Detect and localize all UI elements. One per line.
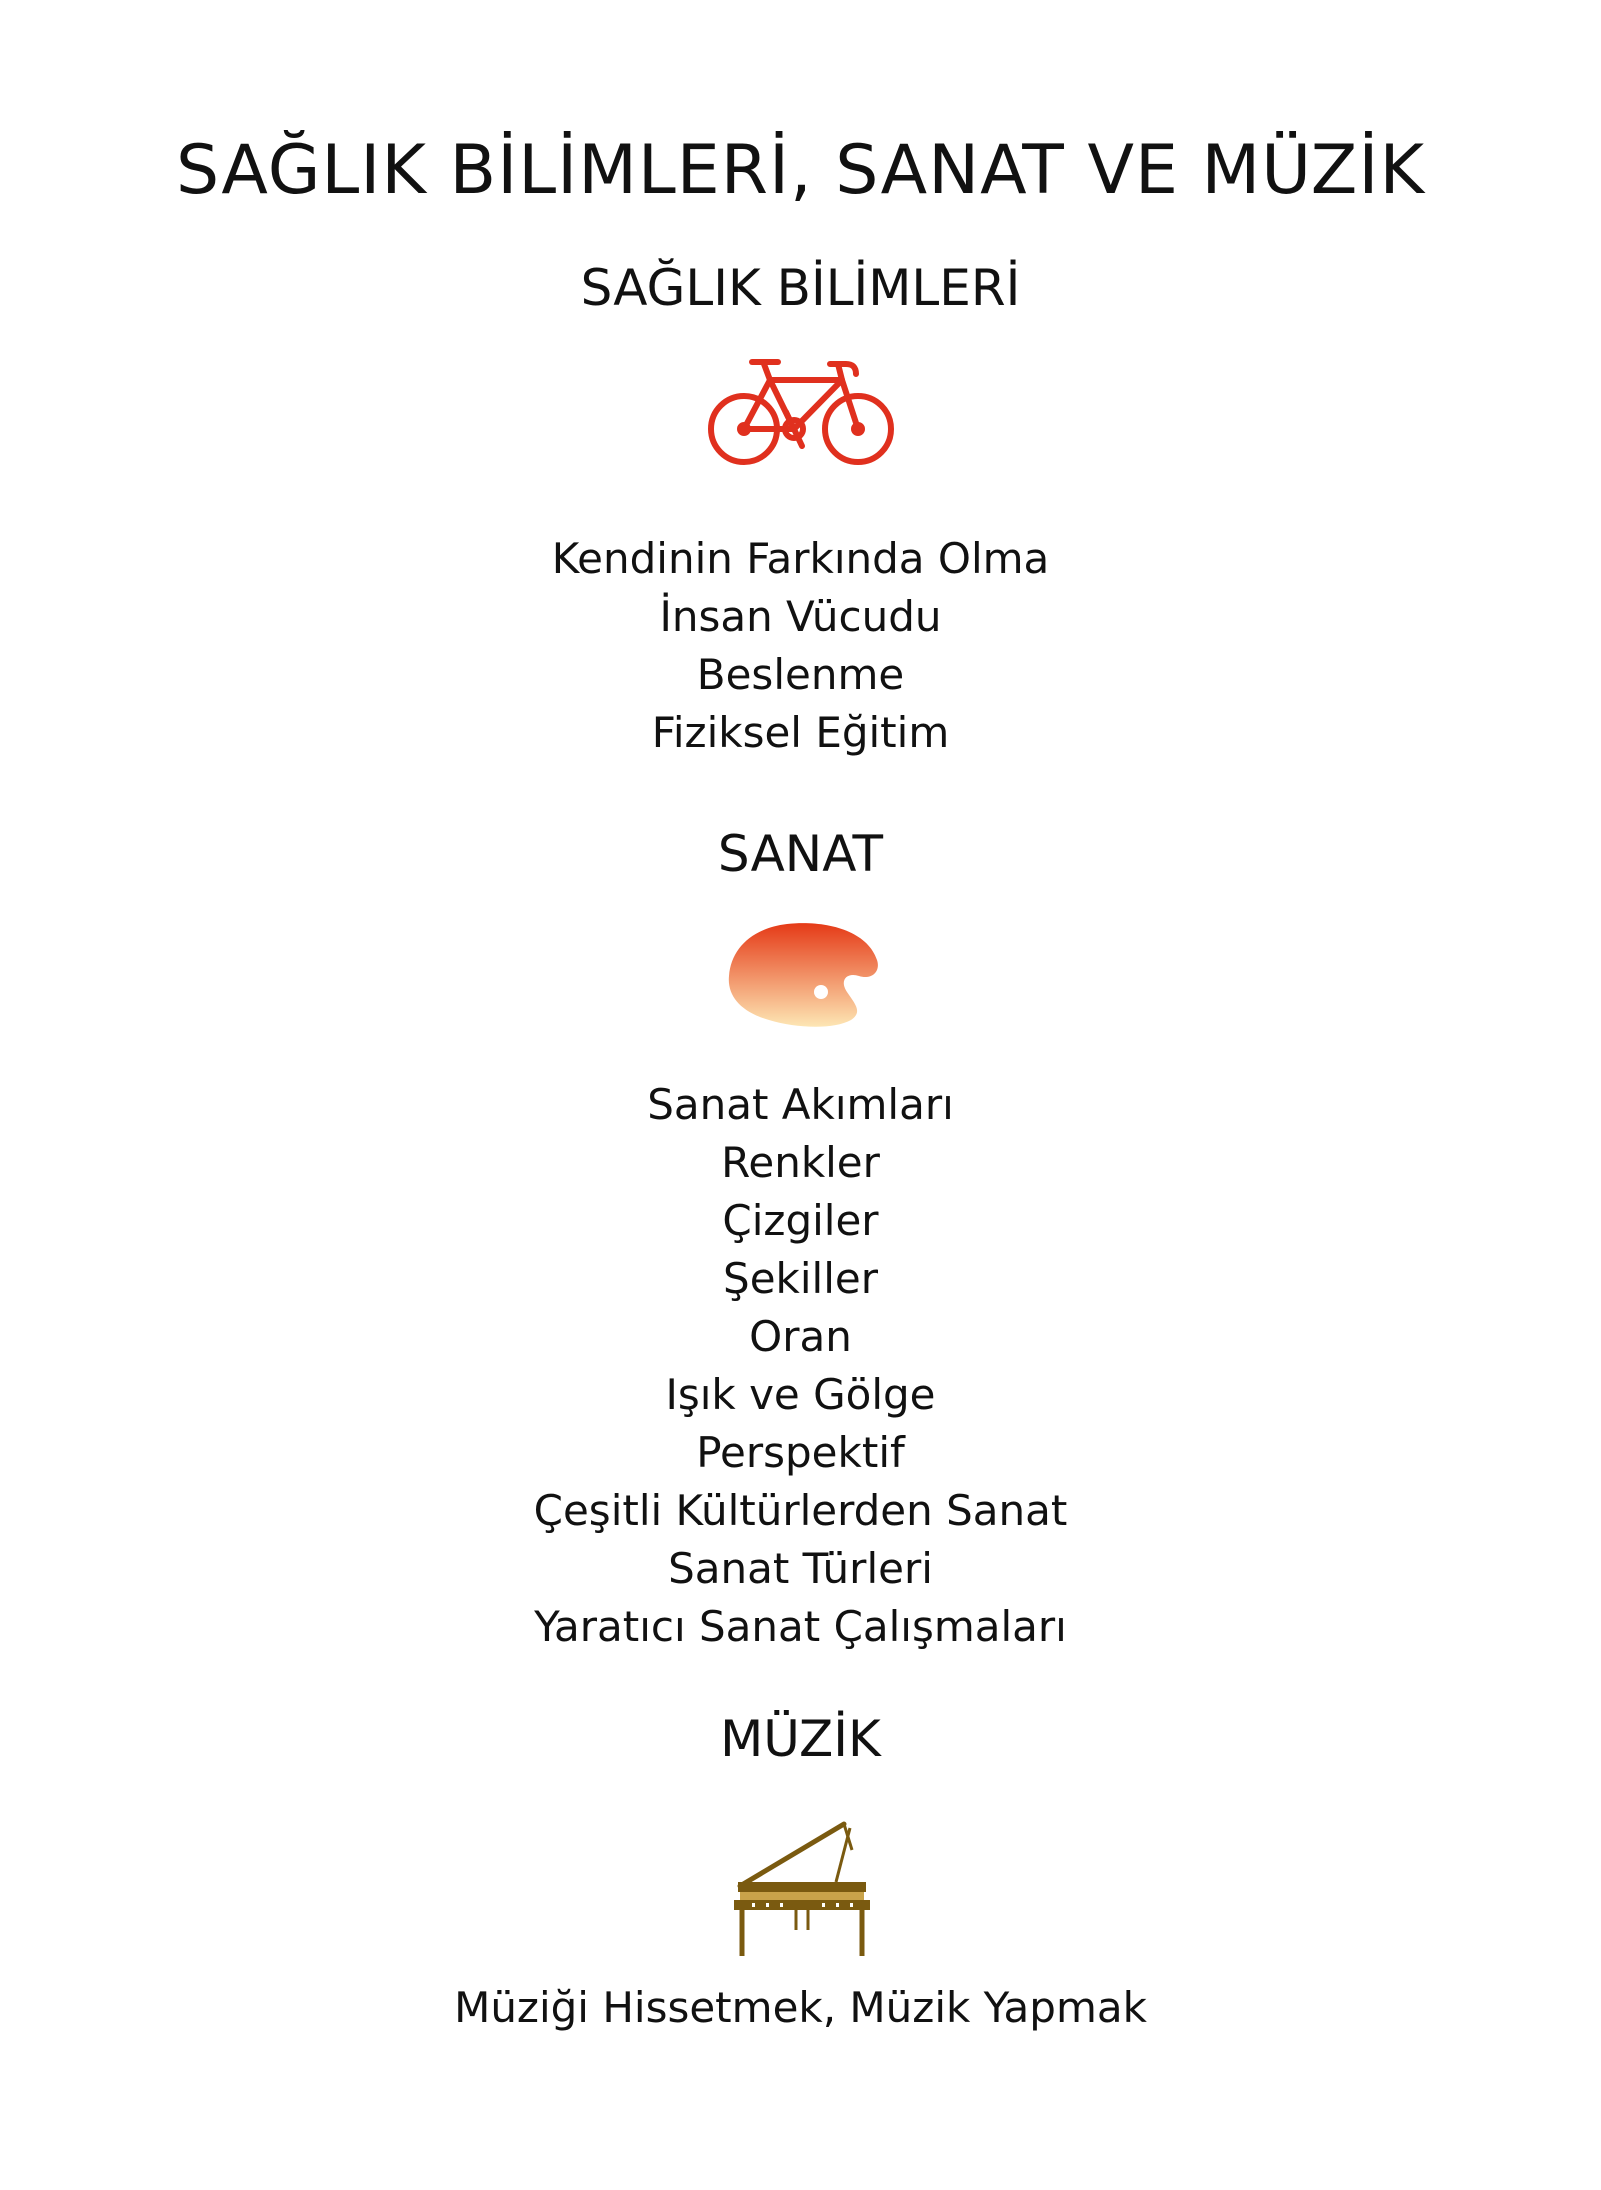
list-item: Beslenme xyxy=(696,650,905,699)
list-item: Renkler xyxy=(721,1138,880,1187)
list-item: Müziği Hissetmek, Müzik Yapmak xyxy=(454,1983,1147,2032)
list-item: İnsan Vücudu xyxy=(659,592,942,641)
section-heading-art: SANAT xyxy=(717,825,884,883)
list-item: Sanat Akımları xyxy=(647,1080,954,1129)
art-topics-list xyxy=(0,1076,1601,1656)
list-item: Fiziksel Eğitim xyxy=(651,708,950,757)
bicycle-icon xyxy=(706,356,896,471)
list-item: Çizgiler xyxy=(722,1196,879,1245)
grand-piano-icon xyxy=(732,1820,872,1960)
health-topics-list xyxy=(0,530,1601,762)
list-item: Oran xyxy=(749,1312,852,1361)
music-topics-list xyxy=(0,1979,1601,2037)
list-item: Kendinin Farkında Olma xyxy=(551,534,1050,583)
list-item: Perspektif xyxy=(696,1428,905,1477)
section-heading-health: SAĞLIK BİLİMLERİ xyxy=(580,259,1021,317)
page-title: SAĞLIK BİLİMLERİ, SANAT VE MÜZİK xyxy=(175,131,1426,210)
paint-palette-icon xyxy=(725,920,881,1030)
list-item: Yaratıcı Sanat Çalışmaları xyxy=(534,1602,1067,1651)
list-item: Işık ve Gölge xyxy=(665,1370,936,1419)
list-item: Şekiller xyxy=(723,1254,878,1303)
list-item: Sanat Türleri xyxy=(668,1544,933,1593)
list-item: Çeşitli Kültürlerden Sanat xyxy=(533,1486,1068,1535)
section-heading-music: MÜZİK xyxy=(720,1710,881,1768)
